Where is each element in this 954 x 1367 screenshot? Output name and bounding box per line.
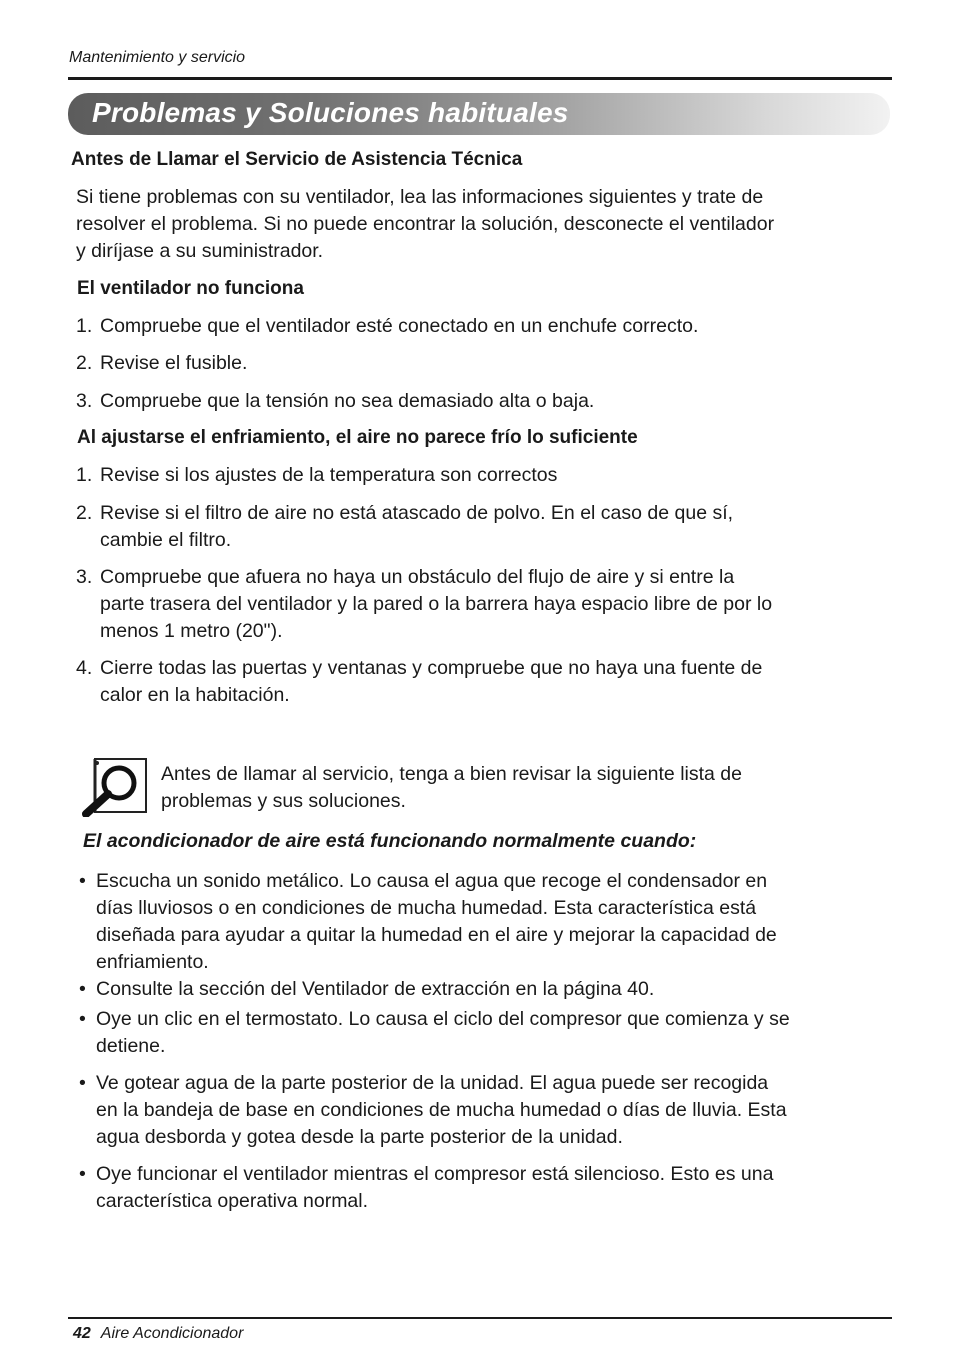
bullet: • <box>79 870 86 892</box>
bullet: • <box>79 1008 86 1030</box>
list-item <box>76 350 896 377</box>
bullet-text: días lluviosos o en condiciones de mucha humedad. Esta característica está <box>96 897 757 919</box>
bottom-rule <box>68 1317 892 1319</box>
item-text: Compruebe que el ventilador esté conectado en un enchufe correcto. <box>100 315 699 337</box>
item-text: Revise si los ajustes de la temperatura son correctos <box>100 464 558 486</box>
bullet-text: enfriamiento. <box>96 951 209 973</box>
item-text: menos 1 metro (20"). <box>100 620 283 642</box>
intro-paragraph <box>76 184 896 265</box>
top-rule <box>68 77 892 80</box>
list-item <box>76 313 896 340</box>
item-number: 4. <box>76 657 93 679</box>
bullet-item <box>79 868 903 976</box>
item-number: 2. <box>76 352 93 374</box>
bullet-item <box>79 1006 903 1060</box>
bullet-item <box>79 1070 903 1151</box>
item-text: Revise el fusible. <box>100 352 248 374</box>
bullet-text: Escucha un sonido metálico. Lo causa el agua que recoge el condensador en <box>96 870 768 892</box>
bullet-item <box>79 1161 903 1215</box>
bullet-text: diseñada para ayudar a quitar la humedad en el aire y mejorar la capacidad de <box>96 924 777 946</box>
intro-line: resolver el problema. Si no puede encontrar la solución, desconecte el ventilador <box>76 213 775 235</box>
intro-line: Si tiene problemas con su ventilador, lea las informaciones siguientes y trate de <box>76 186 764 208</box>
section-heading: Antes de Llamar el Servicio de Asistencia Técnica <box>71 149 523 170</box>
item-number: 1. <box>76 315 93 337</box>
item-text: cambie el filtro. <box>100 529 232 551</box>
magnifier-icon <box>82 757 148 817</box>
group2-heading: Al ajustarse el enfriamiento, el aire no parece frío lo suficiente <box>77 427 638 448</box>
item-number: 2. <box>76 502 93 524</box>
group1-heading: El ventilador no funciona <box>77 278 304 299</box>
bullet-text: detiene. <box>96 1035 166 1057</box>
item-number: 3. <box>76 390 93 412</box>
list-item <box>76 564 896 645</box>
item-number: 1. <box>76 464 93 486</box>
item-text: Compruebe que la tensión no sea demasiado alta o baja. <box>100 390 595 412</box>
page-footer <box>73 1325 243 1343</box>
page-number: 42 <box>73 1325 91 1342</box>
item-text: Compruebe que afuera no haya un obstáculo del flujo de aire y si entre la <box>100 566 735 588</box>
normal-operation-heading: El acondicionador de aire está funcionando normalmente cuando: <box>83 830 697 852</box>
page-title: Problemas y Soluciones habituales <box>92 97 569 128</box>
bullet: • <box>79 1163 86 1185</box>
list-item <box>76 655 896 709</box>
bullet-text: Ve gotear agua de la parte posterior de la unidad. El agua puede ser recogida <box>96 1072 769 1094</box>
bullet-text: Oye funcionar el ventilador mientras el compresor está silencioso. Esto es una <box>96 1163 774 1185</box>
item-text: Cierre todas las puertas y ventanas y compruebe que no haya una fuente de <box>100 657 763 679</box>
footer-title: Aire Acondicionador <box>100 1325 244 1342</box>
list-item <box>76 500 896 554</box>
item-text: parte trasera del ventilador y la pared o la barrera haya espacio libre de por lo <box>100 593 773 615</box>
item-text: Revise si el filtro de aire no está atascado de polvo. En el caso de que sí, <box>100 502 734 524</box>
running-head: Mantenimiento y servicio <box>69 49 246 66</box>
bullet-text: Consulte la sección del Ventilador de extracción en la página 40. <box>96 978 655 1000</box>
bullet-text: característica operativa normal. <box>96 1190 369 1212</box>
list-item <box>76 462 896 489</box>
item-text: calor en la habitación. <box>100 684 290 706</box>
list-item <box>76 388 896 415</box>
item-number: 3. <box>76 566 93 588</box>
bullet: • <box>79 1072 86 1094</box>
note-line: problemas y sus soluciones. <box>161 790 406 812</box>
note-line: Antes de llamar al servicio, tenga a bien revisar la siguiente lista de <box>161 763 742 785</box>
intro-line: y diríjase a su suministrador. <box>76 240 324 262</box>
bullet: • <box>79 978 86 1000</box>
bullet-text: en la bandeja de base en condiciones de mucha humedad o días de lluvia. Esta <box>96 1099 787 1121</box>
bullet-text: Oye un clic en el termostato. Lo causa el ciclo del compresor que comienza y se <box>96 1008 790 1030</box>
bullet-item <box>79 976 903 1003</box>
bullet-text: agua desborda y gotea desde la parte posterior de la unidad. <box>96 1126 623 1148</box>
note-text <box>161 761 881 815</box>
